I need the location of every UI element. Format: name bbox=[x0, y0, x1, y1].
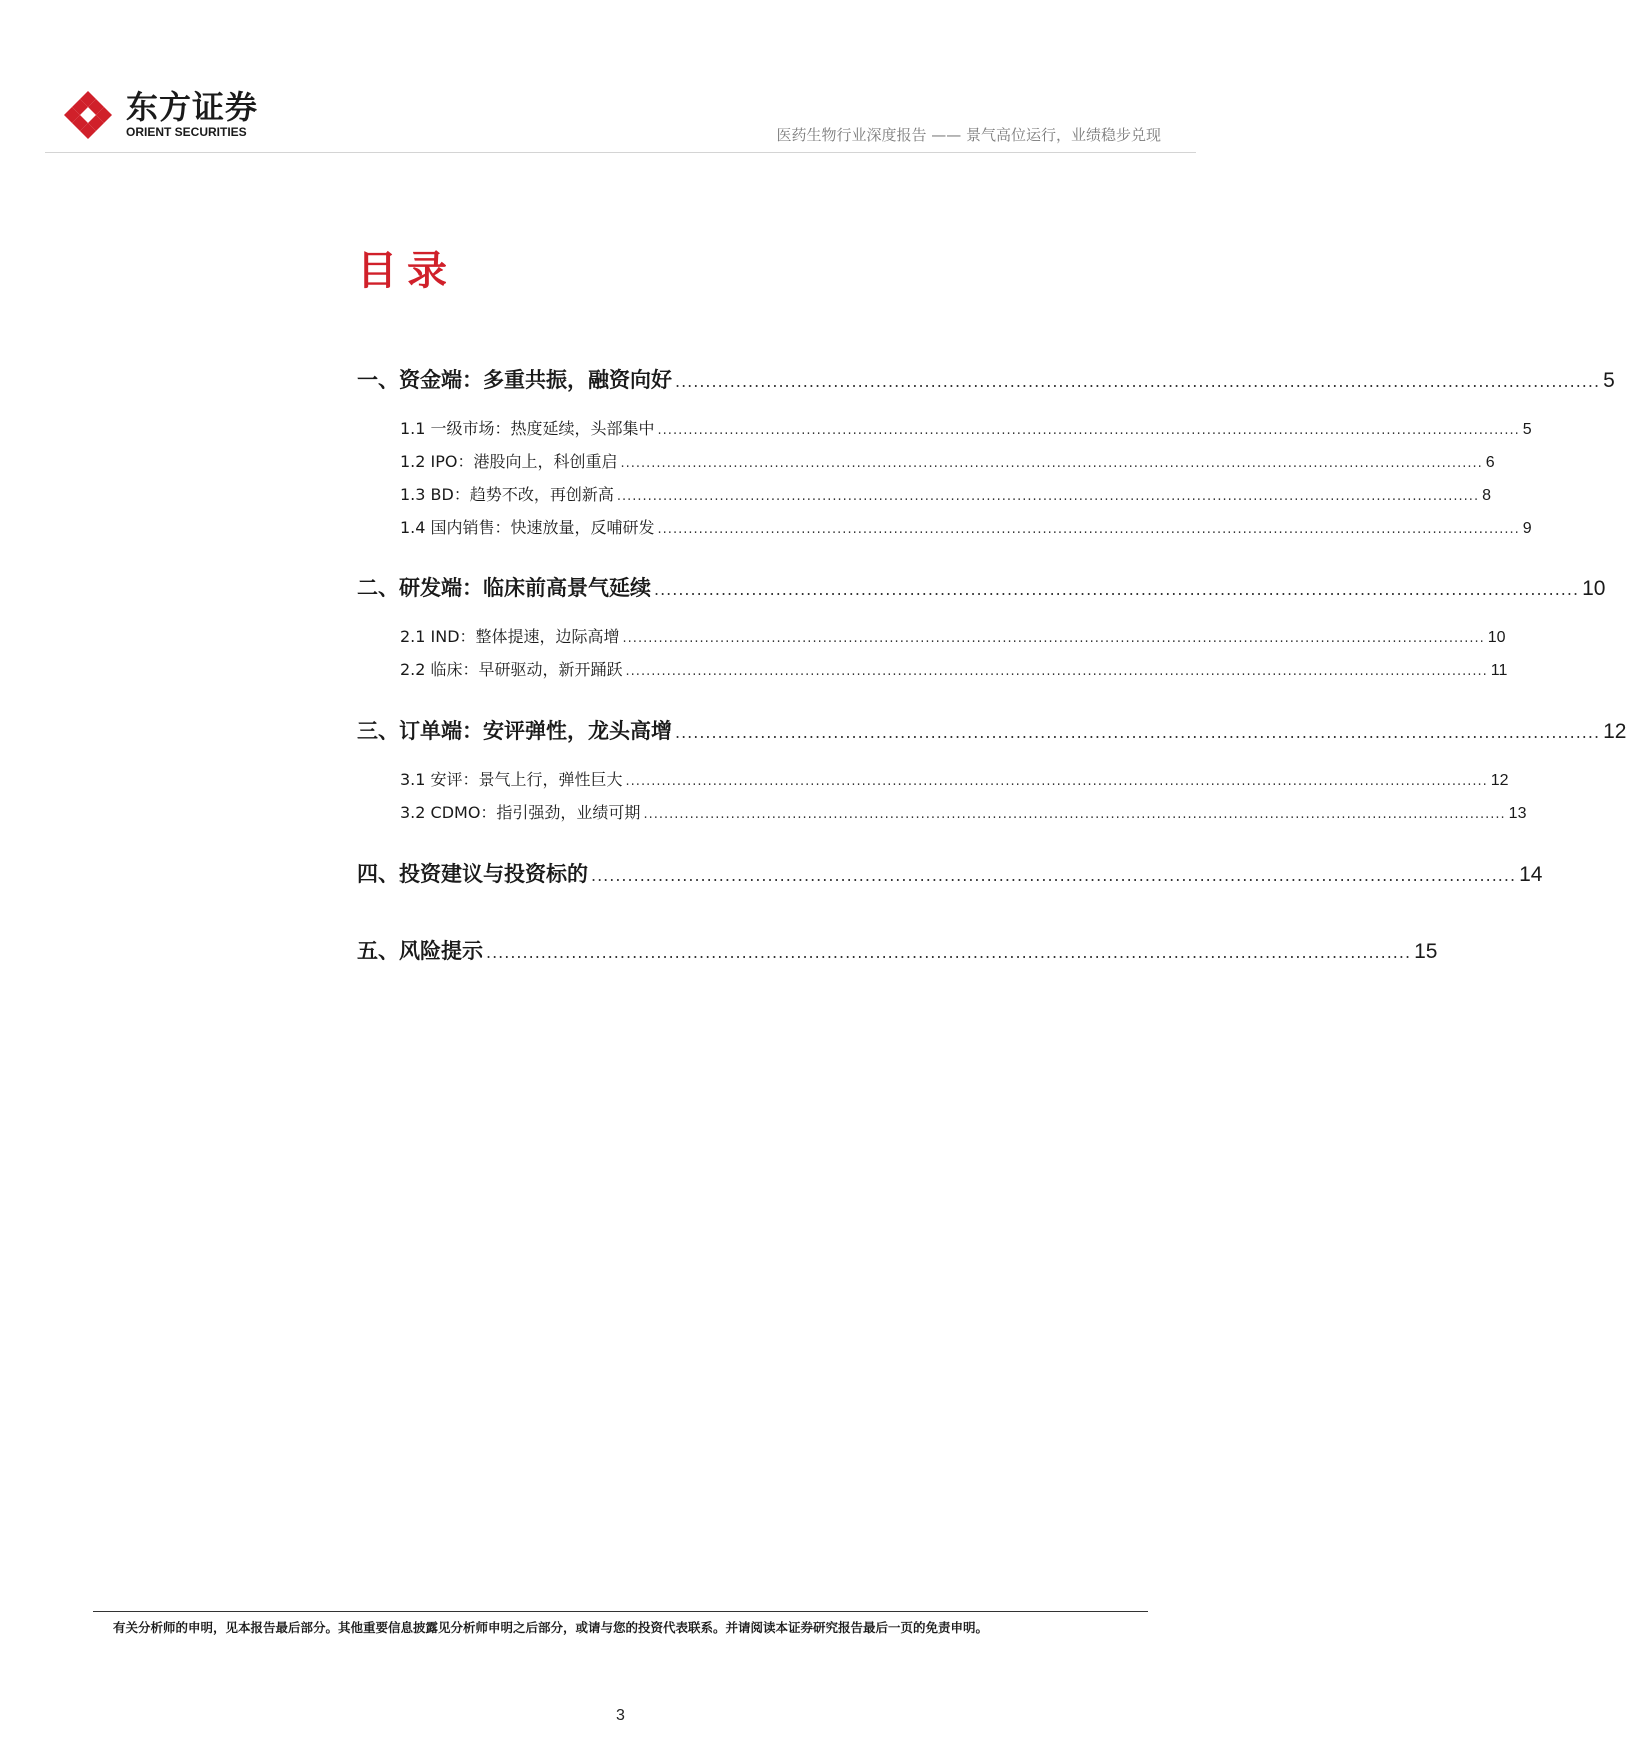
toc-entry-page: 5 bbox=[1603, 369, 1615, 392]
toc-leader-dots: ........................................................................................................................................................................ bbox=[625, 774, 1488, 789]
toc-subentry[interactable] bbox=[357, 767, 1509, 790]
toc-entry-page: 9 bbox=[1522, 520, 1532, 537]
toc-leader-dots: ........................................................................................................................................................................ bbox=[657, 522, 1520, 537]
toc-entry[interactable] bbox=[357, 572, 1606, 602]
logo-chinese-name: 东方证券 bbox=[126, 88, 259, 126]
toc-leader-dots: ........................................................................................................................................................................ bbox=[657, 423, 1520, 438]
toc-entry-page: 11 bbox=[1490, 662, 1508, 679]
toc-entry[interactable] bbox=[357, 715, 1626, 745]
toc-entry-page: 12 bbox=[1490, 772, 1509, 789]
logo-english-name: ORIENT SECURITIES bbox=[126, 125, 247, 139]
toc-entry-title: 2.1 IND：整体提速，边际高增 bbox=[400, 627, 620, 646]
toc-leader-dots: ........................................................................................................................................................ bbox=[675, 723, 1601, 742]
toc-subentry[interactable] bbox=[357, 416, 1532, 439]
toc-entry[interactable] bbox=[357, 935, 1438, 965]
toc-leader-dots: ........................................................................................................................................................................ bbox=[622, 631, 1485, 646]
toc-entry[interactable] bbox=[357, 364, 1615, 394]
toc-entry-page: 5 bbox=[1522, 421, 1532, 438]
toc-entry-page: 6 bbox=[1485, 454, 1495, 471]
toc-entry-title: 2.2 临床：早研驱动，新开踊跃 bbox=[400, 660, 623, 679]
toc-leader-dots: ........................................................................................................................................................................ bbox=[616, 489, 1480, 504]
header-divider bbox=[45, 152, 1196, 153]
toc-entry-page: 10 bbox=[1487, 629, 1506, 646]
toc-entry-page: 14 bbox=[1519, 863, 1543, 886]
footer-divider bbox=[93, 1611, 1148, 1612]
toc-entry-title: 四、投资建议与投资标的 bbox=[357, 862, 588, 886]
toc-leader-dots: ........................................................................................................................................................ bbox=[486, 943, 1412, 962]
toc-subentry[interactable] bbox=[357, 482, 1491, 505]
toc-entry-title: 一、资金端：多重共振，融资向好 bbox=[357, 368, 672, 392]
toc-entry-page: 13 bbox=[1508, 805, 1527, 822]
toc-leader-dots: ........................................................................................................................................................ bbox=[591, 866, 1517, 885]
page-number: 3 bbox=[616, 1707, 625, 1724]
toc-entry-title: 三、订单端：安评弹性，龙头高增 bbox=[357, 719, 672, 743]
toc-subentry[interactable] bbox=[357, 800, 1527, 823]
footer-disclaimer: 有关分析师的申明，见本报告最后部分。其他重要信息披露见分析师申明之后部分，或请与您的投资代表联系。并请阅读本证券研究报告最后一页的免责申明。 bbox=[113, 1620, 989, 1635]
toc-subentry[interactable] bbox=[357, 515, 1532, 538]
toc-entry-title: 1.1 一级市场：热度延续，头部集中 bbox=[400, 419, 655, 438]
toc-entry[interactable] bbox=[357, 858, 1543, 888]
toc-leader-dots: ........................................................................................................................................................................ bbox=[620, 456, 1483, 471]
toc-entry-title: 3.1 安评：景气上行，弹性巨大 bbox=[400, 770, 623, 789]
toc-entry-title: 1.4 国内销售：快速放量，反哺研发 bbox=[400, 518, 655, 537]
toc-entry-page: 10 bbox=[1582, 577, 1606, 600]
toc-subentry[interactable] bbox=[357, 657, 1508, 680]
toc-entry-title: 3.2 CDMO：指引强劲，业绩可期 bbox=[400, 803, 641, 822]
toc-entry-title: 1.3 BD：趋势不改，再创新高 bbox=[400, 485, 614, 504]
toc-leader-dots: ........................................................................................................................................................................ bbox=[625, 664, 1488, 679]
toc-subentry[interactable] bbox=[357, 624, 1506, 647]
toc-entry-title: 二、研发端：临床前高景气延续 bbox=[357, 576, 651, 600]
toc-leader-dots: ........................................................................................................................................................ bbox=[654, 580, 1580, 599]
toc-title: 目录 bbox=[357, 248, 457, 294]
toc-leader-dots: ........................................................................................................................................................................ bbox=[643, 807, 1506, 822]
toc-entry-title: 五、风险提示 bbox=[357, 939, 483, 963]
toc-leader-dots: ........................................................................................................................................................ bbox=[675, 372, 1601, 391]
toc-entry-title: 1.2 IPO：港股向上，科创重启 bbox=[400, 452, 618, 471]
company-logo bbox=[60, 87, 260, 143]
orient-logo-icon bbox=[60, 87, 116, 143]
report-subtitle: 医药生物行业深度报告 —— 景气高位运行，业绩稳步兑现 bbox=[776, 126, 1161, 144]
toc-entry-page: 15 bbox=[1414, 940, 1438, 963]
toc-subentry[interactable] bbox=[357, 449, 1495, 472]
toc-entry-page: 8 bbox=[1482, 487, 1491, 504]
toc-entry-page: 12 bbox=[1603, 720, 1626, 743]
